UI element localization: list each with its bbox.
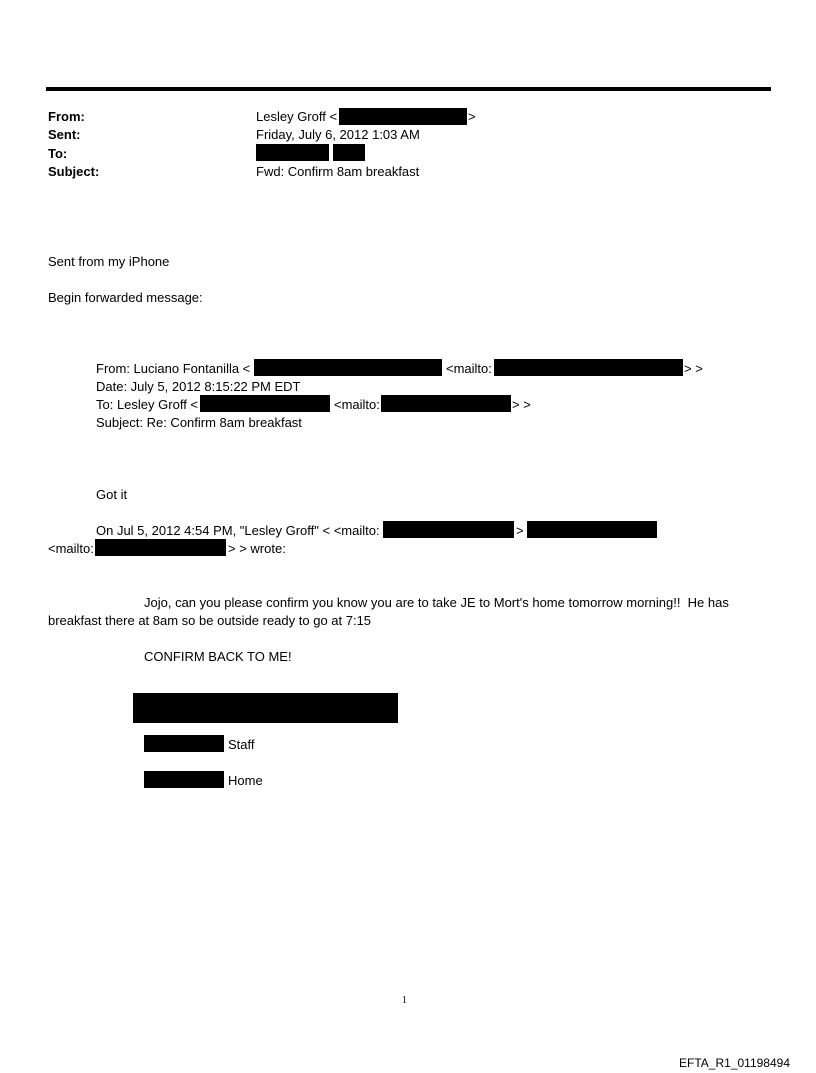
from-value-prefix: Lesley Groff < bbox=[256, 109, 338, 124]
jojo-line-1: Jojo, can you please confirm you know you are to take JE to Mort's home tomorrow morning!! He has bbox=[144, 595, 729, 610]
from-value-suffix: > bbox=[468, 109, 476, 124]
got-it-line: Got it bbox=[96, 487, 128, 502]
header-rule bbox=[46, 87, 771, 91]
document-id: EFTA_R1_01198494 bbox=[679, 1056, 790, 1070]
redaction-block bbox=[339, 108, 467, 125]
on-line-mid: > bbox=[516, 523, 524, 538]
jojo-line-2: breakfast there at 8am so be outside ready to go at 7:15 bbox=[48, 613, 372, 628]
from-label: From: bbox=[48, 109, 85, 124]
fwd-from-end: > > bbox=[684, 361, 703, 376]
fwd-from-prefix: From: Luciano Fontanilla < bbox=[96, 361, 251, 376]
confirm-back-line: CONFIRM BACK TO ME! bbox=[144, 649, 292, 664]
sent-label: Sent: bbox=[48, 127, 81, 142]
redaction-block bbox=[95, 539, 226, 556]
redaction-block bbox=[254, 359, 442, 376]
home-label: Home bbox=[228, 773, 263, 788]
redaction-block bbox=[133, 693, 398, 723]
sent-value: Friday, July 6, 2012 1:03 AM bbox=[256, 127, 420, 142]
subject-label: Subject: bbox=[48, 164, 100, 179]
fwd-subject: Subject: Re: Confirm 8am breakfast bbox=[96, 415, 302, 430]
fwd-date: Date: July 5, 2012 8:15:22 PM EDT bbox=[96, 379, 301, 394]
redaction-block bbox=[144, 771, 224, 788]
mailto2-prefix: <mailto: bbox=[48, 541, 94, 556]
to-label: To: bbox=[48, 146, 68, 161]
fwd-to-prefix: To: Lesley Groff < bbox=[96, 397, 199, 412]
redaction-block bbox=[333, 144, 365, 161]
staff-label: Staff bbox=[228, 737, 255, 752]
redaction-block bbox=[527, 521, 657, 538]
fwd-to-end: > > bbox=[512, 397, 531, 412]
redaction-block bbox=[383, 521, 514, 538]
page-number: 1 bbox=[402, 995, 407, 1006]
redaction-block bbox=[256, 144, 329, 161]
mailto2-end: > > wrote: bbox=[228, 541, 286, 556]
redaction-block bbox=[144, 735, 224, 752]
redaction-block bbox=[381, 395, 511, 412]
sent-from-line: Sent from my iPhone bbox=[48, 254, 170, 269]
begin-forwarded-line: Begin forwarded message: bbox=[48, 290, 203, 305]
fwd-from-mailto: <mailto: bbox=[446, 361, 492, 376]
redaction-block bbox=[494, 359, 683, 376]
subject-value: Fwd: Confirm 8am breakfast bbox=[256, 164, 420, 179]
fwd-to-mailto: <mailto: bbox=[334, 397, 380, 412]
on-line-prefix: On Jul 5, 2012 4:54 PM, "Lesley Groff" < <mailto: bbox=[96, 523, 380, 538]
redaction-block bbox=[200, 395, 330, 412]
